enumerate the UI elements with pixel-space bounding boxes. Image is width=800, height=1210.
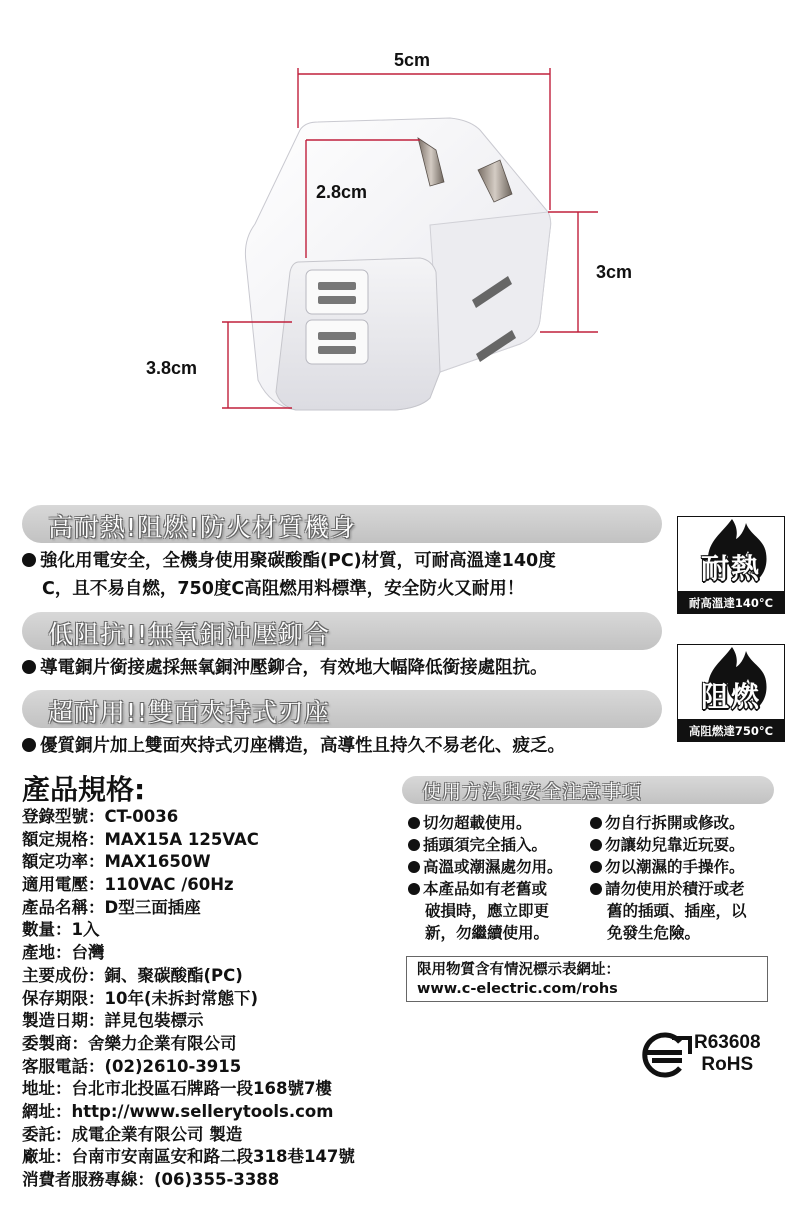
front-socket-bottom — [306, 320, 368, 364]
spec-row: 額定功率：MAX1650W — [22, 852, 211, 872]
bullet-icon — [408, 817, 420, 829]
heat-resistant-badge — [677, 516, 785, 614]
bullet-icon — [590, 817, 602, 829]
feature-line: C，且不易自燃，750度C高阻燃用料標準，安全防火又耐用！ — [42, 579, 525, 599]
feature-banner-heat — [22, 505, 662, 543]
bullet-icon — [590, 883, 602, 895]
usage-note: 勿自行拆開或修改。 — [590, 812, 747, 834]
bullet-icon — [408, 883, 420, 895]
spec-row: 產地：台灣 — [22, 943, 105, 963]
spec-row: 委製商：舍樂力企業有限公司 — [22, 1033, 237, 1053]
feature-banner-resistance — [22, 612, 662, 650]
usage-notes-right — [590, 812, 747, 944]
certification-rohs: RoHS — [701, 1054, 754, 1075]
usage-note-continued: 免發生危險。 — [607, 924, 701, 942]
spec-row: 產品名稱：D型三面插座 — [22, 897, 201, 917]
spec-row: 製造日期：詳見包裝標示 — [22, 1011, 204, 1031]
certification-mark — [632, 1030, 782, 1080]
rohs-notice-label: 限用物質含有情況標示表網址： — [417, 962, 620, 978]
badge-title: 耐熱 — [700, 552, 761, 585]
bsmi-mark-icon — [632, 1030, 692, 1080]
bullet-icon — [590, 861, 602, 873]
usage-banner — [402, 776, 774, 804]
bullet-icon — [22, 553, 36, 567]
bullet-icon — [408, 861, 420, 873]
usage-notes-left — [408, 812, 563, 944]
usage-note: 切勿超載使用。 — [408, 812, 563, 834]
specs-list — [22, 806, 355, 1192]
usage-note: 勿以潮濕的手操作。 — [590, 856, 747, 878]
certification-code: R63608 — [694, 1032, 761, 1053]
spec-row: 地址：台北市北投區石牌路一段168號7樓 — [22, 1079, 332, 1099]
spec-row: 廠址：台南市安南區安和路二段318巷147號 — [22, 1147, 355, 1167]
bullet-icon — [22, 738, 36, 752]
spec-row: 登錄型號：CT-0036 — [22, 807, 179, 826]
specs-title: 產品規格: — [22, 773, 146, 806]
flame-retardant-badge — [677, 644, 785, 742]
usage-note-continued: 新，勿繼續使用。 — [425, 924, 550, 942]
usage-note-continued: 舊的插頭、插座，以 — [607, 902, 747, 920]
dimension-length-label: 3.8cm — [146, 358, 198, 378]
badge-footer: 耐高溫達140°C — [677, 592, 785, 614]
spec-row: 委託：成電企業有限公司 製造 — [22, 1124, 243, 1144]
feature-line: 導電銅片銜接處採無氧銅沖壓鉚合，有效地大幅降低銜接處阻抗。 — [22, 655, 548, 682]
feature-banner-durable — [22, 690, 662, 728]
rohs-notice — [406, 956, 768, 1002]
bullet-icon — [590, 839, 602, 851]
feature-line: 優質銅片加上雙面夾持式刃座構造，高導性且持久不易老化、疲乏。 — [22, 733, 565, 760]
feature-heading: 超耐用!!雙面夾持式刃座 — [48, 698, 331, 727]
rohs-notice-url: www.c-electric.com/rohs — [417, 981, 618, 997]
spec-row: 主要成份：銅、聚碳酸酯(PC) — [22, 965, 243, 985]
dimension-width-label: 5cm — [394, 50, 431, 70]
spec-row: 數量：1入 — [22, 920, 100, 940]
spec-row: 網址：http://www.sellerytools.com — [22, 1101, 334, 1121]
spec-row: 客服電話：(02)2610-3915 — [22, 1056, 242, 1076]
usage-note: 插頭須完全插入。 — [408, 834, 563, 856]
dimension-height-label: 3cm — [596, 262, 633, 282]
bullet-icon — [22, 660, 36, 674]
feature-heading: 低阻抗!!無氧銅沖壓鉚合 — [48, 620, 331, 649]
usage-note: 請勿使用於積汙或老 — [590, 878, 747, 900]
badge-title: 阻燃 — [700, 680, 761, 713]
bullet-icon — [408, 839, 420, 851]
usage-note: 本產品如有老舊或 — [408, 878, 563, 900]
dimension-depth-label: 2.8cm — [316, 182, 368, 202]
usage-title: 使用方法與安全注意事項 — [422, 781, 643, 803]
usage-note-continued: 破損時，應立即更 — [425, 902, 550, 920]
front-socket-top — [306, 270, 368, 314]
spec-row: 消費者服務專線：(06)355-3388 — [22, 1170, 280, 1189]
usage-note: 高溫或潮濕處勿用。 — [408, 856, 563, 878]
spec-row: 保存期限：10年(未拆封常態下) — [22, 988, 259, 1008]
spec-row: 適用電壓：110VAC /60Hz — [22, 875, 234, 895]
feature-line: 強化用電安全，全機身使用聚碳酸酯(PC)材質，可耐高溫達140度 — [22, 548, 556, 575]
usage-note: 勿讓幼兒靠近玩耍。 — [590, 834, 747, 856]
feature-heading: 高耐熱!阻燃!防火材質機身 — [48, 513, 357, 542]
spec-row: 額定規格：MAX15A 125VAC — [22, 829, 259, 849]
badge-footer: 高阻燃達750°C — [677, 720, 785, 742]
product-hero — [0, 0, 800, 470]
